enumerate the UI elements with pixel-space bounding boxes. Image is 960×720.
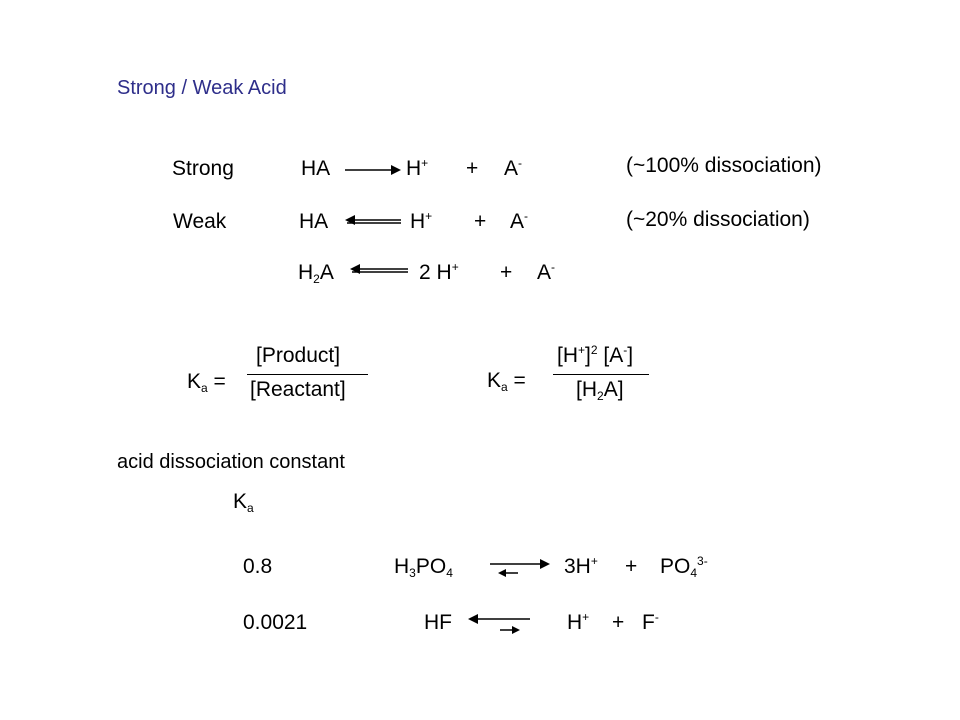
strong-product-h: H+ xyxy=(406,156,429,180)
equilibrium-arrow-icon xyxy=(348,262,410,278)
ka-specific-numerator: $[H^+]^2$ [A-] xyxy=(557,343,634,367)
ka-specific-denominator: $[H_2A]$ xyxy=(576,378,624,403)
row1-ka-value: 0.8 xyxy=(243,555,273,578)
row2-product-f: F- xyxy=(642,610,659,634)
diprotic-reactant: $H_2A$ xyxy=(298,261,334,286)
weak-dissociation-note: (~20% dissociation) xyxy=(626,208,810,231)
weak-plus: + xyxy=(474,210,487,233)
row1-plus: + xyxy=(625,555,638,578)
strong-dissociation-note: (~100% dissociation) xyxy=(626,154,822,177)
ka-general-lhs: $K_a$ = xyxy=(187,370,226,395)
strong-label: Strong xyxy=(172,157,234,180)
strong-product-a: A- xyxy=(504,156,523,180)
row1-product-h: 3H+ xyxy=(564,554,598,578)
weak-product-a: A- xyxy=(510,209,529,233)
fraction-bar xyxy=(553,374,649,375)
ka-general-denominator: [Reactant] xyxy=(250,378,346,401)
row1-product-po4: $PO_4^{3-}$ xyxy=(660,554,708,580)
weak-label: Weak xyxy=(173,210,227,233)
ka-specific-lhs: $K_a$ = xyxy=(487,369,526,394)
weak-product-h: H+ xyxy=(410,209,433,233)
weak-reactant: HA xyxy=(299,210,329,233)
row2-reactant: HF xyxy=(424,611,452,634)
ka-general-numerator: [Product] xyxy=(256,344,341,367)
strong-reactant: HA xyxy=(301,157,331,180)
equilibrium-long-reverse-arrow-icon xyxy=(466,613,534,635)
forward-arrow-icon xyxy=(343,163,403,177)
row2-plus: + xyxy=(612,611,625,634)
diprotic-plus: + xyxy=(500,261,513,284)
equilibrium-long-forward-arrow-icon xyxy=(488,558,554,580)
acid-dissociation-caption: acid dissociation constant xyxy=(117,451,345,473)
slide-title: Strong / Weak Acid xyxy=(117,77,287,99)
diprotic-product-h: 2 H+ xyxy=(419,260,459,284)
strong-plus: + xyxy=(466,157,479,180)
row2-ka-value: 0.0021 xyxy=(243,611,308,634)
ka-column-header: $K_a$ xyxy=(233,490,254,515)
row2-product-h: H+ xyxy=(567,610,590,634)
diprotic-product-a: A- xyxy=(537,260,556,284)
row1-reactant: $H_3PO_4$ xyxy=(394,555,453,580)
fraction-bar xyxy=(247,374,368,375)
equilibrium-arrow-icon xyxy=(343,213,403,229)
